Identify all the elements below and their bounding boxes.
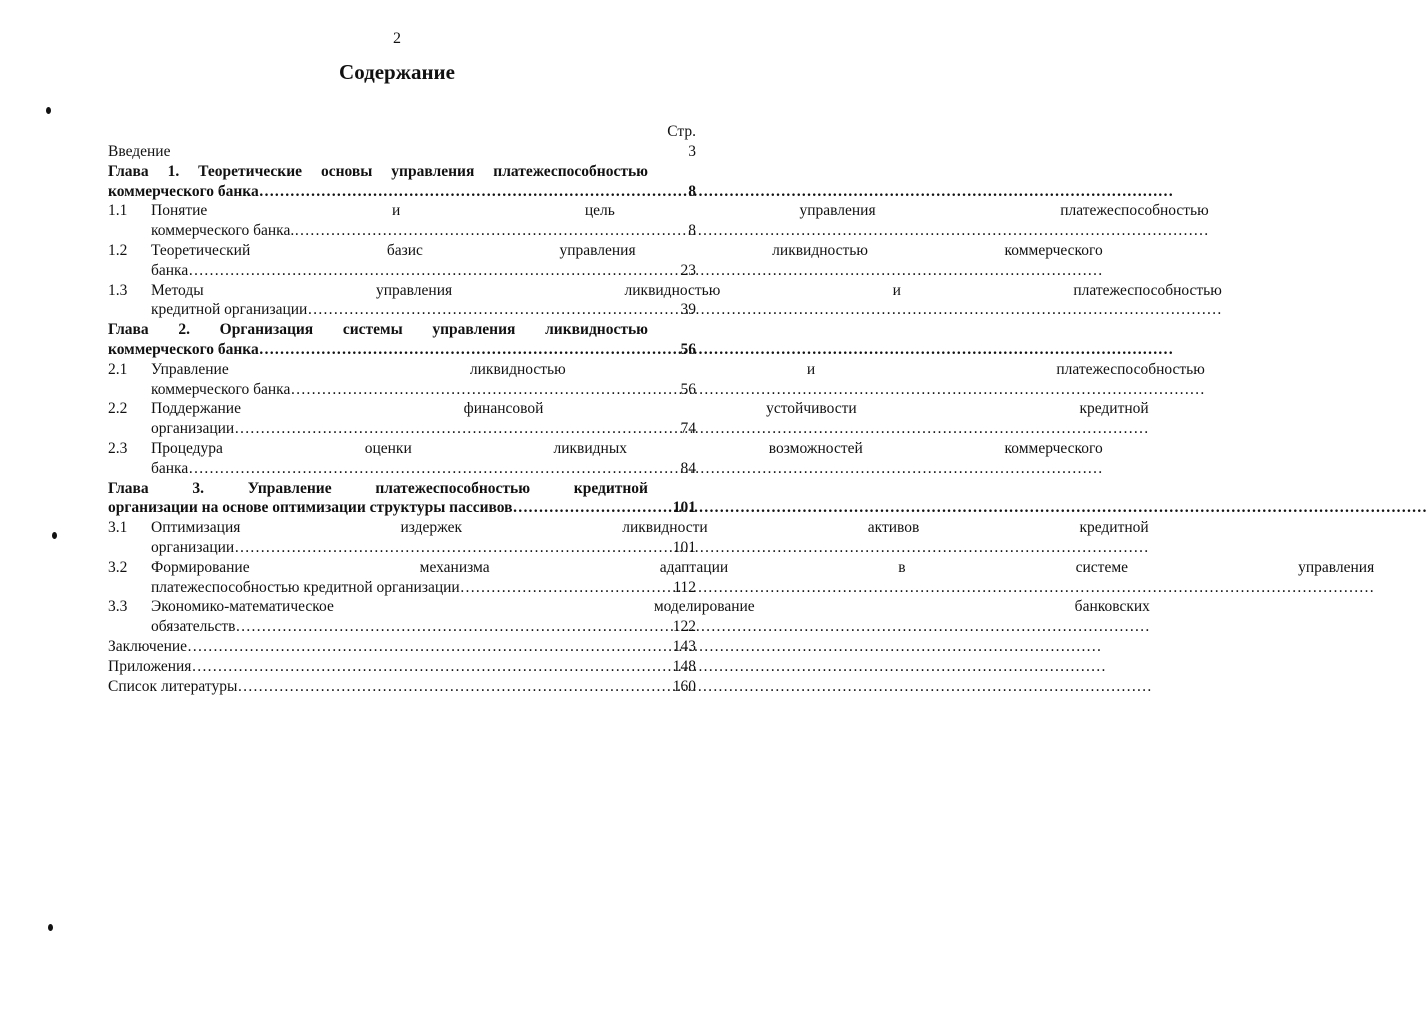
scan-speck <box>52 532 57 539</box>
toc-entry-page: 8 <box>688 222 696 240</box>
toc-entry-text: Поддержание финансовой устойчивости кредитной <box>151 400 1149 418</box>
toc-entry-text: Управление ликвидностью и платежеспособностью <box>151 360 1205 378</box>
toc-entry-page: 101 <box>672 538 696 556</box>
toc-entry-introduction <box>108 142 696 162</box>
table-of-contents <box>108 122 1375 696</box>
toc-entry-page: 143 <box>672 637 696 655</box>
scan-speck <box>48 924 53 931</box>
toc-entry-text: Заключение <box>108 637 188 655</box>
toc-leader-dots <box>188 459 1103 479</box>
toc-entry-text: Понятие и цель управления платежеспособностью <box>151 202 1209 220</box>
toc-entry-section-1-1 <box>108 201 1209 241</box>
toc-entry-text: Методы управления ликвидностью и платежеспособностью <box>151 281 1222 299</box>
toc-entry-section-1-2 <box>108 241 1103 281</box>
toc-leader-dots <box>259 182 1174 202</box>
toc-entry-page: 160 <box>672 677 696 695</box>
toc-entry-text: Глава 2. Организация системы управления ликвидностью <box>108 321 648 339</box>
toc-entry-section-2-3 <box>108 439 1103 479</box>
toc-entry-appendices <box>108 657 696 677</box>
toc-section-number: 2.3 <box>108 439 128 457</box>
toc-entry-section-3-2 <box>108 558 1375 598</box>
toc-entry-chapter-2 <box>108 320 696 360</box>
toc-entry-text: Список литературы <box>108 677 238 695</box>
toc-entry-section-2-2 <box>108 399 1149 439</box>
toc-entry-section-1-3 <box>108 281 1222 321</box>
toc-entry-page: 101 <box>672 499 696 517</box>
toc-section-number: 1.2 <box>108 241 128 259</box>
toc-entry-text: Экономико-математическое моделирование банковских <box>151 598 1150 616</box>
toc-section-number: 3.2 <box>108 558 128 576</box>
toc-entry-text: платежеспособностью кредитной организации <box>151 578 460 596</box>
toc-entry-text: Оптимизация издержек ликвидности активов кредитной <box>151 519 1149 537</box>
toc-entry-text: банка <box>151 261 189 279</box>
toc-entry-text: коммерческого банка <box>108 182 259 200</box>
toc-entry-page: 74 <box>680 420 696 438</box>
toc-entry-page: 112 <box>673 578 696 596</box>
toc-entry-page: 56 <box>680 380 696 398</box>
toc-entry-chapter-3 <box>108 479 696 519</box>
toc-entry-section-3-1 <box>108 518 1149 558</box>
toc-entry-text: банка <box>151 459 189 477</box>
toc-entry-text: организации на основе оптимизации структуры пассивов <box>108 499 513 517</box>
toc-entry-text: коммерческого банка <box>108 340 259 358</box>
toc-entry-text: обязательств <box>151 618 236 636</box>
toc-entry-page: 3 <box>688 143 696 160</box>
page-column-header: Стр. <box>667 123 696 141</box>
toc-entry-text: организации <box>151 538 235 556</box>
toc-entry-page: 56 <box>680 340 696 358</box>
toc-entry-text: Процедура оценки ликвидных возможностей коммерческого <box>151 439 1103 457</box>
toc-section-number: 1.1 <box>108 202 128 220</box>
toc-entry-text: Введение <box>108 143 171 160</box>
toc-entry-page: 39 <box>680 301 696 319</box>
toc-leader-dots <box>259 340 1174 360</box>
toc-entry-text: коммерческого банка <box>151 380 291 398</box>
toc-entry-references <box>108 677 696 697</box>
toc-entry-text: кредитной организации <box>151 301 308 319</box>
toc-section-number: 2.1 <box>108 360 128 378</box>
toc-entry-text: Приложения <box>108 657 192 675</box>
toc-entry-conclusion <box>108 637 696 657</box>
toc-entry-text: Теоретический базис управления ликвидностью коммерческого <box>151 241 1103 259</box>
toc-entry-page: 122 <box>672 618 696 636</box>
toc-leader-dots <box>187 637 1102 657</box>
scan-speck <box>46 107 51 114</box>
toc-section-number: 3.1 <box>108 519 128 537</box>
toc-entry-page: 23 <box>680 261 696 279</box>
toc-section-number: 2.2 <box>108 400 128 418</box>
toc-entry-text: организации <box>151 420 235 438</box>
page-title: Содержание <box>339 60 455 84</box>
toc-entry-page: 84 <box>680 459 696 477</box>
toc-entry-text: Глава 1. Теоретические основы управления платежеспособностью <box>108 162 648 180</box>
toc-section-number: 3.3 <box>108 598 128 616</box>
toc-entry-section-2-1 <box>108 360 1205 400</box>
toc-section-number: 1.3 <box>108 281 128 299</box>
toc-leader-dots <box>188 261 1103 281</box>
toc-leader-dots <box>307 300 1222 320</box>
toc-entry-text: Формирование механизма адаптации в системе управления <box>151 558 1375 576</box>
toc-entry-section-3-3 <box>108 597 1150 637</box>
page-number: 2 <box>393 30 401 47</box>
toc-leader-dots <box>294 221 1209 241</box>
toc-leader-dots <box>460 578 1375 598</box>
toc-header-row <box>108 122 696 142</box>
toc-entry-text: коммерческого банка. <box>151 222 295 240</box>
toc-leader-dots <box>290 380 1205 400</box>
toc-entry-page: 8 <box>688 182 696 200</box>
toc-entry-text: Глава 3. Управление платежеспособностью кредитной <box>108 479 648 497</box>
toc-entry-chapter-1 <box>108 162 696 202</box>
toc-entry-page: 148 <box>672 657 696 675</box>
